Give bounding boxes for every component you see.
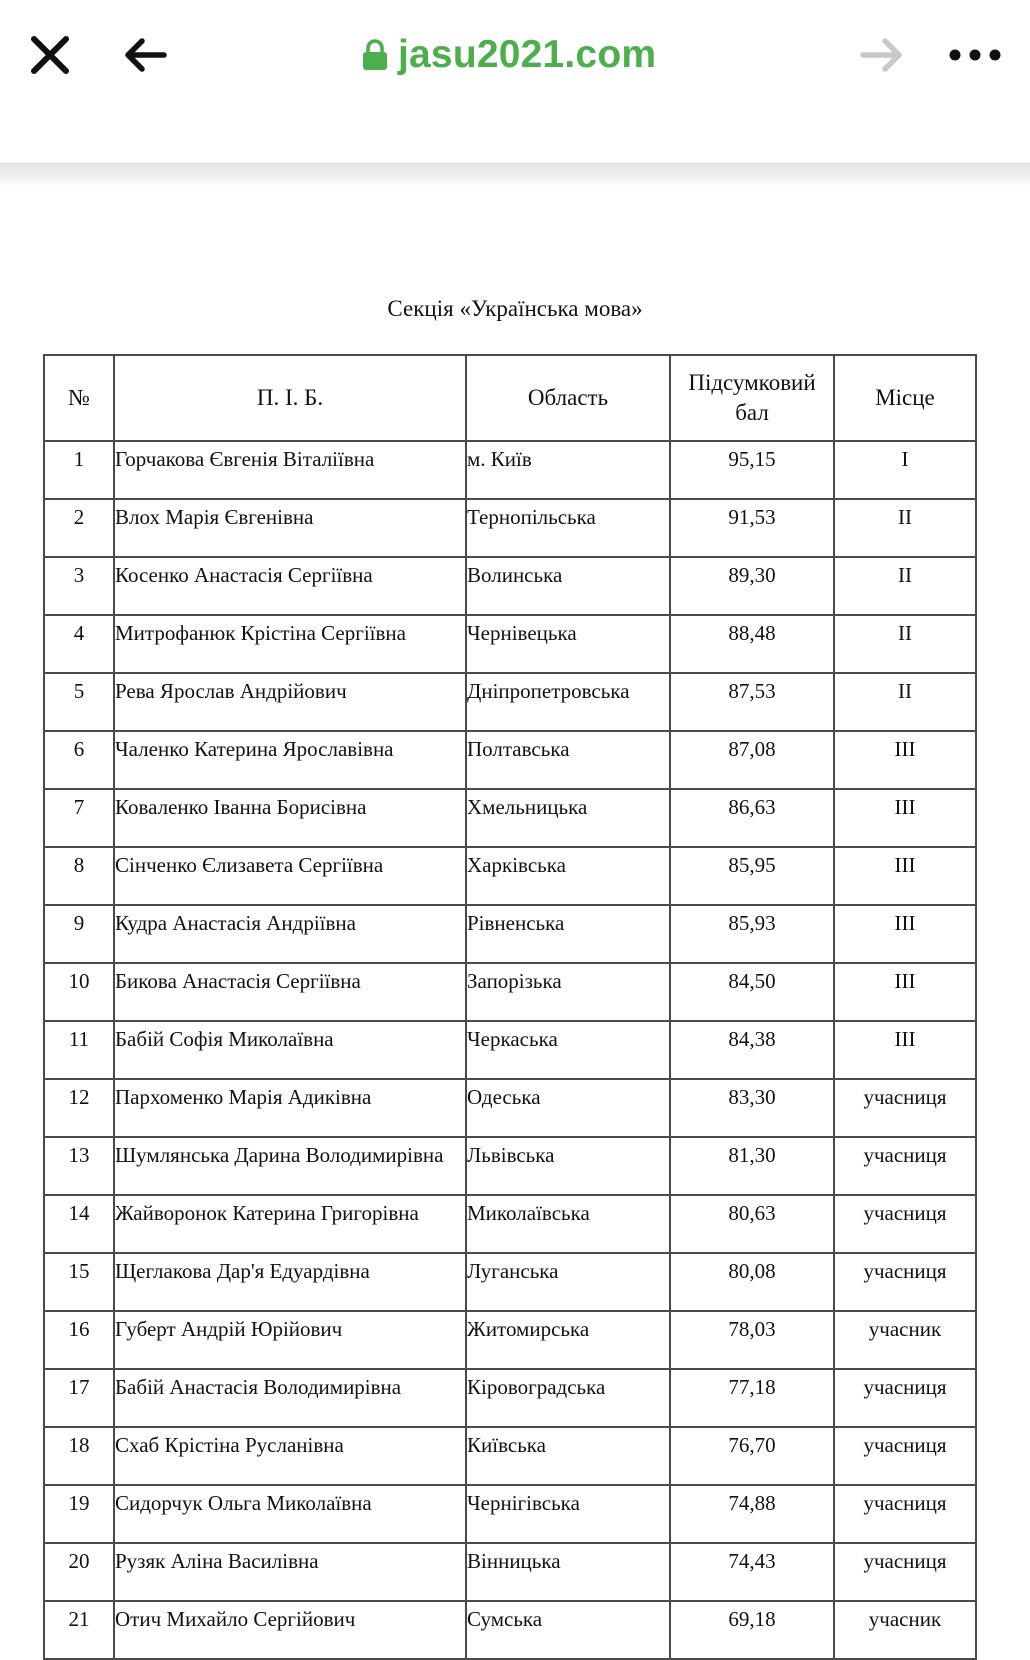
- place: учасниця: [834, 1253, 976, 1311]
- header-name: П. І. Б.: [114, 355, 466, 441]
- table-header-row: [44, 355, 976, 441]
- table-row: [44, 1021, 976, 1079]
- region: Сумська: [466, 1601, 670, 1659]
- table-row: [44, 557, 976, 615]
- place: учасниця: [834, 1369, 976, 1427]
- row-number: 6: [44, 731, 114, 789]
- table-row: [44, 1137, 976, 1195]
- final-score: 74,43: [670, 1543, 834, 1601]
- region: Волинська: [466, 557, 670, 615]
- final-score: 85,95: [670, 847, 834, 905]
- place: ІІІ: [834, 789, 976, 847]
- row-number: 1: [44, 441, 114, 499]
- final-score: 74,88: [670, 1485, 834, 1543]
- final-score: 89,30: [670, 557, 834, 615]
- region: Вінницька: [466, 1543, 670, 1601]
- table-row: [44, 1543, 976, 1601]
- row-number: 3: [44, 557, 114, 615]
- table-row: [44, 1601, 976, 1659]
- row-number: 14: [44, 1195, 114, 1253]
- place: І: [834, 441, 976, 499]
- place: ІІІ: [834, 905, 976, 963]
- participant-name: Шумлянська Дарина Володимирівна: [114, 1137, 466, 1195]
- region: Чернівецька: [466, 615, 670, 673]
- row-number: 18: [44, 1427, 114, 1485]
- header-place: Місце: [834, 355, 976, 441]
- participant-name: Косенко Анастасія Сергіївна: [114, 557, 466, 615]
- row-number: 12: [44, 1079, 114, 1137]
- region: Миколаївська: [466, 1195, 670, 1253]
- header-score: Підсумковий бал: [670, 355, 834, 441]
- participant-name: Чаленко Катерина Ярославівна: [114, 731, 466, 789]
- table-row: [44, 1427, 976, 1485]
- region: Запорізька: [466, 963, 670, 1021]
- close-button[interactable]: [24, 30, 76, 80]
- row-number: 11: [44, 1021, 114, 1079]
- more-button[interactable]: [945, 30, 1005, 80]
- row-number: 17: [44, 1369, 114, 1427]
- table-row: [44, 1253, 976, 1311]
- final-score: 84,38: [670, 1021, 834, 1079]
- region: Полтавська: [466, 731, 670, 789]
- participant-name: Пархоменко Марія Адиківна: [114, 1079, 466, 1137]
- table-row: [44, 963, 976, 1021]
- place: ІІ: [834, 557, 976, 615]
- participant-name: Коваленко Іванна Борисівна: [114, 789, 466, 847]
- participant-name: Губерт Андрій Юрійович: [114, 1311, 466, 1369]
- close-icon: [30, 35, 70, 75]
- region: Черкаська: [466, 1021, 670, 1079]
- arrow-right-icon: [859, 37, 903, 73]
- final-score: 88,48: [670, 615, 834, 673]
- url-text: jasu2021.com: [398, 33, 657, 76]
- place: ІІІ: [834, 847, 976, 905]
- region: Хмельницька: [466, 789, 670, 847]
- row-number: 21: [44, 1601, 114, 1659]
- final-score: 85,93: [670, 905, 834, 963]
- row-number: 15: [44, 1253, 114, 1311]
- participant-name: Бабій Софія Миколаївна: [114, 1021, 466, 1079]
- forward-button[interactable]: [855, 30, 907, 80]
- place: учасниця: [834, 1485, 976, 1543]
- participant-name: Щеглакова Дар'я Едуардівна: [114, 1253, 466, 1311]
- final-score: 80,08: [670, 1253, 834, 1311]
- table-row: [44, 905, 976, 963]
- participant-name: Митрофанюк Крістіна Сергіївна: [114, 615, 466, 673]
- place: ІІІ: [834, 1021, 976, 1079]
- final-score: 81,30: [670, 1137, 834, 1195]
- final-score: 95,15: [670, 441, 834, 499]
- participant-name: Схаб Крістіна Русланівна: [114, 1427, 466, 1485]
- table-row: [44, 441, 976, 499]
- participant-name: Сидорчук Ольга Миколаївна: [114, 1485, 466, 1543]
- region: Львівська: [466, 1137, 670, 1195]
- place: учасниця: [834, 1427, 976, 1485]
- table-row: [44, 1195, 976, 1253]
- region: м. Київ: [466, 441, 670, 499]
- row-number: 19: [44, 1485, 114, 1543]
- final-score: 91,53: [670, 499, 834, 557]
- toolbar-spacer: [0, 108, 1030, 163]
- final-score: 77,18: [670, 1369, 834, 1427]
- region: Рівненська: [466, 905, 670, 963]
- participant-name: Рева Ярослав Андрійович: [114, 673, 466, 731]
- place: учасниця: [834, 1137, 976, 1195]
- row-number: 7: [44, 789, 114, 847]
- table-row: [44, 499, 976, 557]
- table-row: [44, 615, 976, 673]
- participant-name: Влох Марія Євгенівна: [114, 499, 466, 557]
- lock-icon: [362, 39, 388, 71]
- place: учасниця: [834, 1543, 976, 1601]
- table-row: [44, 1311, 976, 1369]
- final-score: 84,50: [670, 963, 834, 1021]
- participant-name: Горчакова Євгенія Віталіївна: [114, 441, 466, 499]
- place: учасниця: [834, 1079, 976, 1137]
- final-score: 87,08: [670, 731, 834, 789]
- final-score: 86,63: [670, 789, 834, 847]
- region: Одеська: [466, 1079, 670, 1137]
- header-region: Область: [466, 355, 670, 441]
- participant-name: Кудра Анастасія Андріївна: [114, 905, 466, 963]
- place: учасник: [834, 1311, 976, 1369]
- row-number: 13: [44, 1137, 114, 1195]
- arrow-left-icon: [124, 37, 168, 73]
- table-row: [44, 1079, 976, 1137]
- participant-name: Отич Михайло Сергійович: [114, 1601, 466, 1659]
- toolbar-shadow: [0, 163, 1030, 187]
- place: ІІІ: [834, 731, 976, 789]
- browser-toolbar: [0, 0, 1030, 109]
- place: учасниця: [834, 1195, 976, 1253]
- table-row: [44, 1369, 976, 1427]
- row-number: 2: [44, 499, 114, 557]
- region: Київська: [466, 1427, 670, 1485]
- participant-name: Сінченко Єлизавета Сергіївна: [114, 847, 466, 905]
- participant-name: Бикова Анастасія Сергіївна: [114, 963, 466, 1021]
- row-number: 4: [44, 615, 114, 673]
- place: ІІ: [834, 615, 976, 673]
- more-dots-icon: [948, 48, 1002, 62]
- results-table: [43, 354, 977, 1660]
- table-row: [44, 1485, 976, 1543]
- table-row: [44, 673, 976, 731]
- table-row: [44, 789, 976, 847]
- region: Чернігівська: [466, 1485, 670, 1543]
- place: ІІ: [834, 673, 976, 731]
- row-number: 20: [44, 1543, 114, 1601]
- region: Тернопільська: [466, 499, 670, 557]
- place: ІІІ: [834, 963, 976, 1021]
- final-score: 76,70: [670, 1427, 834, 1485]
- address-bar[interactable]: [362, 28, 656, 82]
- final-score: 69,18: [670, 1601, 834, 1659]
- final-score: 83,30: [670, 1079, 834, 1137]
- participant-name: Бабій Анастасія Володимирівна: [114, 1369, 466, 1427]
- row-number: 5: [44, 673, 114, 731]
- header-number: №: [44, 355, 114, 441]
- section-title: Секція «Українська мова»: [387, 296, 643, 321]
- region: Луганська: [466, 1253, 670, 1311]
- row-number: 16: [44, 1311, 114, 1369]
- participant-name: Жайворонок Катерина Григорівна: [114, 1195, 466, 1253]
- back-button[interactable]: [120, 30, 172, 80]
- participant-name: Рузяк Аліна Василівна: [114, 1543, 466, 1601]
- region: Житомирська: [466, 1311, 670, 1369]
- final-score: 87,53: [670, 673, 834, 731]
- place: ІІ: [834, 499, 976, 557]
- region: Харківська: [466, 847, 670, 905]
- row-number: 10: [44, 963, 114, 1021]
- place: учасник: [834, 1601, 976, 1659]
- region: Кіровоградська: [466, 1369, 670, 1427]
- table-row: [44, 731, 976, 789]
- row-number: 8: [44, 847, 114, 905]
- final-score: 78,03: [670, 1311, 834, 1369]
- region: Дніпропетровська: [466, 673, 670, 731]
- table-row: [44, 847, 976, 905]
- final-score: 80,63: [670, 1195, 834, 1253]
- row-number: 9: [44, 905, 114, 963]
